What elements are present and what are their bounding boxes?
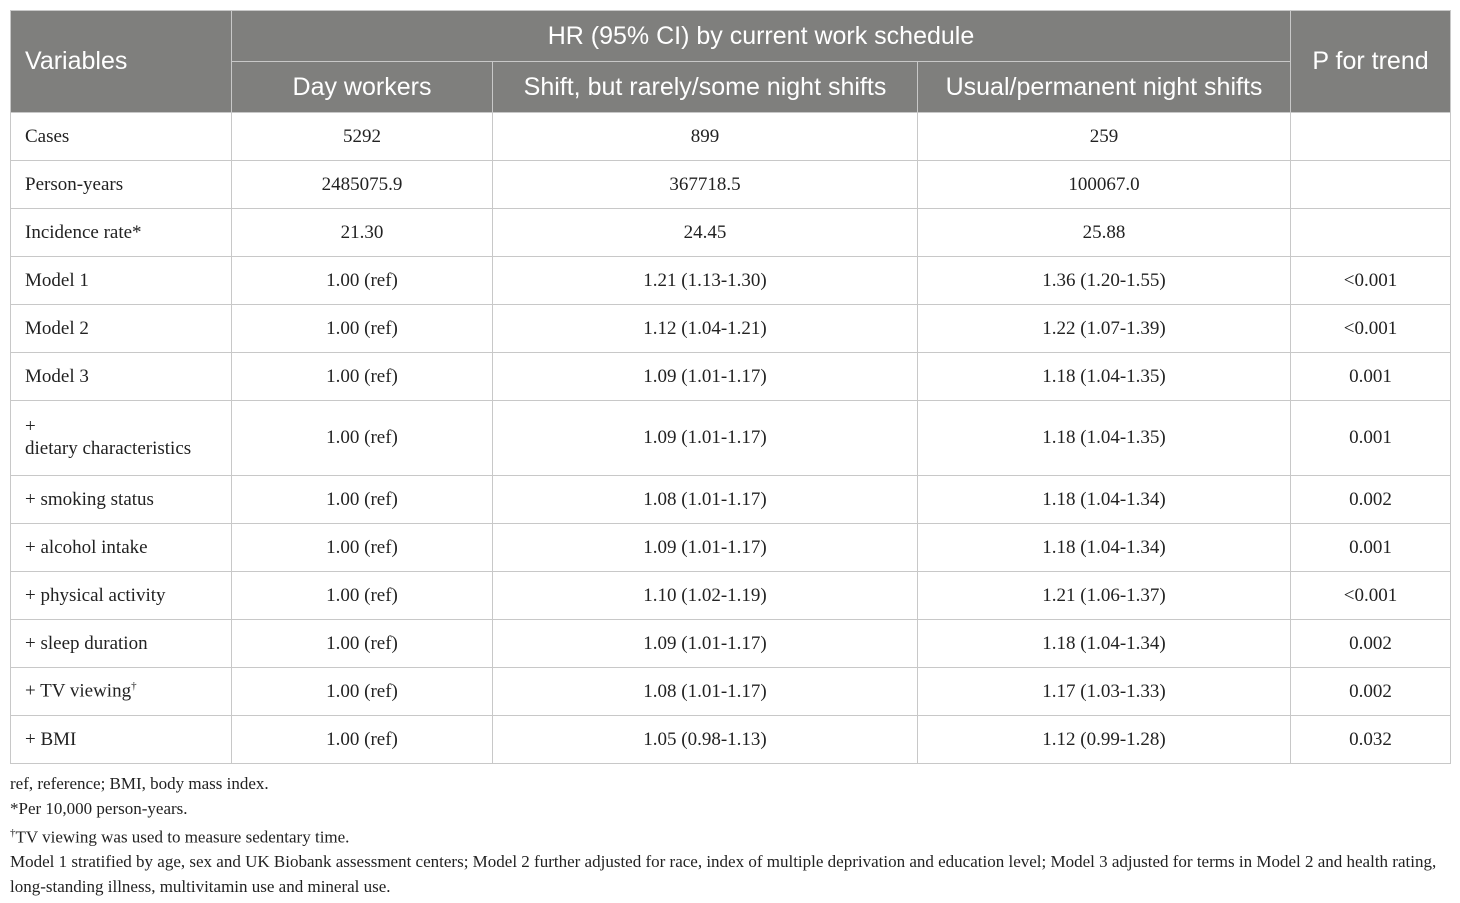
cell-day: 1.00 (ref) [232,257,493,305]
cell-night: 1.18 (1.04-1.34) [918,524,1291,572]
row-label-line1: + [25,416,36,437]
table-row [11,401,1451,476]
footnote-incidence: *Per 10,000 person-years. [10,798,188,818]
table-row [11,524,1451,572]
cell-p: 0.002 [1291,668,1451,716]
table-row [11,113,1451,161]
row-label-line2: dietary characteristics [25,438,192,459]
row-label: + smoking status [11,476,232,524]
cell-night: 100067.0 [918,161,1291,209]
cell-day: 1.00 (ref) [232,401,493,476]
row-label: + sleep duration [11,620,232,668]
cell-day: 1.00 (ref) [232,476,493,524]
cell-shift: 899 [493,113,918,161]
header-group-title: HR (95% CI) by current work schedule [232,11,1291,62]
row-label [11,668,232,716]
row-label: + BMI [11,716,232,764]
cell-shift: 1.09 (1.01-1.17) [493,401,918,476]
footnote-tv-text: TV viewing was used to measure sedentary time. [15,827,350,847]
cell-shift: 1.09 (1.01-1.17) [493,524,918,572]
cell-p [1291,161,1451,209]
cell-shift: 1.21 (1.13-1.30) [493,257,918,305]
header-variables: Variables [11,11,232,113]
cell-day: 1.00 (ref) [232,353,493,401]
cell-night: 1.21 (1.06-1.37) [918,572,1291,620]
cell-day: 5292 [232,113,493,161]
cell-day: 1.00 (ref) [232,572,493,620]
cell-night: 1.18 (1.04-1.34) [918,476,1291,524]
row-label: Person-years [11,161,232,209]
cell-day: 21.30 [232,209,493,257]
cell-p: <0.001 [1291,572,1451,620]
cell-shift: 1.09 (1.01-1.17) [493,353,918,401]
cell-day: 1.00 (ref) [232,305,493,353]
cell-shift: 1.08 (1.01-1.17) [493,668,918,716]
row-label: + physical activity [11,572,232,620]
dagger-mark: † [131,680,137,693]
cell-night: 1.18 (1.04-1.34) [918,620,1291,668]
footnote-abbreviations: ref, reference; BMI, body mass index. [10,774,269,793]
row-label: Cases [11,113,232,161]
row-label: + alcohol intake [11,524,232,572]
cell-shift: 1.12 (1.04-1.21) [493,305,918,353]
cell-p: <0.001 [1291,257,1451,305]
cell-day: 1.00 (ref) [232,524,493,572]
cell-p: <0.001 [1291,305,1451,353]
cell-p [1291,113,1451,161]
cell-p: 0.002 [1291,476,1451,524]
cell-shift: 1.09 (1.01-1.17) [493,620,918,668]
table-row [11,257,1451,305]
cell-p: 0.001 [1291,353,1451,401]
row-label: Incidence rate* [11,209,232,257]
cell-shift: 1.10 (1.02-1.19) [493,572,918,620]
cell-night: 1.18 (1.04-1.35) [918,353,1291,401]
table-row [11,161,1451,209]
cell-night: 1.17 (1.03-1.33) [918,668,1291,716]
row-label [11,401,232,476]
cell-day: 1.00 (ref) [232,716,493,764]
cell-night: 1.12 (0.99-1.28) [918,716,1291,764]
cell-night: 1.18 (1.04-1.35) [918,401,1291,476]
cell-p: 0.001 [1291,401,1451,476]
cell-day: 1.00 (ref) [232,620,493,668]
cell-night: 25.88 [918,209,1291,257]
cell-shift: 1.05 (0.98-1.13) [493,716,918,764]
footnote-tv [10,821,1450,850]
row-label: Model 1 [11,257,232,305]
cell-shift: 1.08 (1.01-1.17) [493,476,918,524]
table-row [11,620,1451,668]
results-table-container [10,10,1450,764]
cell-night: 1.22 (1.07-1.39) [918,305,1291,353]
header-shift-workers: Shift, but rarely/some night shifts [493,62,918,113]
cell-p: 0.032 [1291,716,1451,764]
dagger-mark: † [10,827,16,839]
table-footnotes [10,772,1450,899]
cell-p: 0.001 [1291,524,1451,572]
table-row [11,209,1451,257]
header-day-workers: Day workers [232,62,493,113]
row-label-text: + TV viewing [25,680,132,702]
table-row [11,716,1451,764]
footnote-models: Model 1 stratified by age, sex and UK Biobank assessment centers; Model 2 further adjusted for race, index of multiple deprivation and education level; Model 3 adjusted for terms in Model 2 and health rating, long-standing illness, multivitamin use and mineral use. [10,852,1437,896]
cell-day: 1.00 (ref) [232,668,493,716]
row-label: Model 2 [11,305,232,353]
table-row [11,668,1451,716]
cell-p: 0.002 [1291,620,1451,668]
table-row [11,572,1451,620]
table-row [11,353,1451,401]
table-row [11,476,1451,524]
table-row [11,305,1451,353]
cell-night: 1.36 (1.20-1.55) [918,257,1291,305]
header-p-trend: P for trend [1291,11,1451,113]
header-night-workers: Usual/permanent night shifts [918,62,1291,113]
row-label: Model 3 [11,353,232,401]
hazard-ratio-table [10,10,1451,764]
cell-shift: 24.45 [493,209,918,257]
cell-day: 2485075.9 [232,161,493,209]
cell-shift: 367718.5 [493,161,918,209]
cell-p [1291,209,1451,257]
cell-night: 259 [918,113,1291,161]
